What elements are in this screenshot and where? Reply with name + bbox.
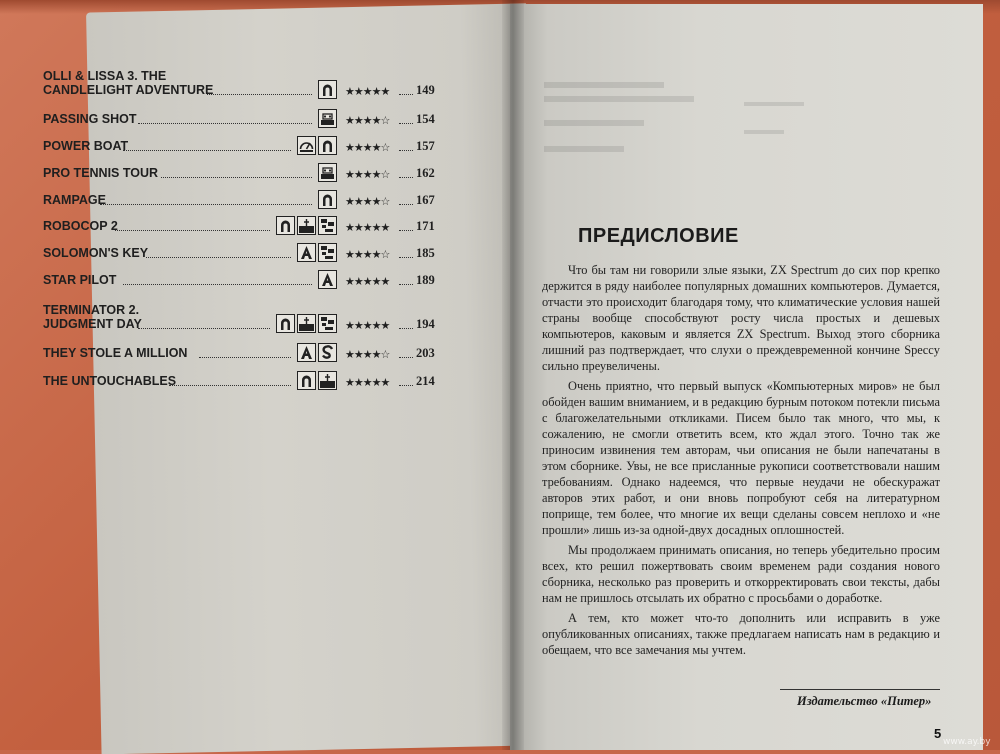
leader-dots bbox=[123, 150, 291, 151]
toc-title: STAR PILOT bbox=[43, 273, 117, 287]
signature-rule bbox=[780, 689, 940, 690]
preface-title: ПРЕДИСЛОВИЕ bbox=[578, 225, 739, 247]
leader-dots bbox=[399, 150, 413, 151]
arch-icon bbox=[318, 80, 337, 99]
leader-dots bbox=[399, 94, 413, 95]
toc-page-number: 189 bbox=[416, 273, 435, 287]
genre-icons bbox=[318, 163, 337, 182]
leader-dots bbox=[399, 385, 413, 386]
preface-paragraph: Очень приятно, что первый выпуск «Компьютерных миров» не был обойден вашим вниманием, и в редакцию бурным потоком потекли письма с благожелательными откликами. Писем было так много, что мы, к сожалению, не смогли ответить всем, кто ждал этого. Точно так же приносим извинения тем авторам, чьи описания не были напечатаны в этом сборнике. Увы, не все присланные рукописи соответствовали нашим требованиям. Однако надеемся, что первые неудачи не обескуражат авторов этих работ, и они вновь попробуют себя на литературном поприще, тем более, что многие их вещи сделаны совсем неплохо и «не прошли» лишь из-за одной-двух досадных оплошностей. bbox=[542, 379, 940, 537]
toc-title: THE UNTOUCHABLES bbox=[43, 374, 177, 388]
arch-icon bbox=[318, 190, 337, 209]
leader-dots bbox=[399, 357, 413, 358]
puzzle-icon bbox=[318, 314, 337, 333]
toc-title: RAMPAGE bbox=[43, 193, 106, 207]
toc-row bbox=[43, 263, 443, 290]
letter-a-icon bbox=[297, 343, 316, 362]
toc-row bbox=[43, 100, 443, 129]
arch-icon bbox=[318, 136, 337, 155]
letter-a-icon bbox=[297, 243, 316, 262]
toc-page-number: 154 bbox=[416, 112, 435, 126]
toc-page-number: 167 bbox=[416, 193, 435, 207]
toc-page-number: 214 bbox=[416, 374, 435, 388]
rating-stars: ★★★★★ bbox=[345, 319, 390, 332]
page-number: 5 bbox=[934, 726, 942, 741]
toc-title-line: TERMINATOR 2. bbox=[43, 303, 140, 317]
genre-icons bbox=[276, 216, 337, 235]
genre-icons bbox=[318, 190, 337, 209]
toc-row bbox=[43, 236, 443, 263]
landscape-icon bbox=[318, 371, 337, 390]
rating-stars: ★★★★☆ bbox=[345, 141, 390, 154]
rating-stars: ★★★★★ bbox=[345, 376, 390, 389]
toc-title: PRO TENNIS TOUR bbox=[43, 166, 159, 180]
show-through-text bbox=[544, 72, 924, 162]
letter-s-icon bbox=[318, 343, 337, 362]
toc-title-line: CANDLELIGHT ADVENTURE bbox=[43, 83, 214, 97]
preface-paragraph: А тем, кто может что-то дополнить или исправить в уже опубликованных описаниях, также предлагаем написать нам в редакцию и обещаем, что все замечания мы учтем. bbox=[542, 611, 940, 657]
genre-icons bbox=[297, 371, 337, 390]
leader-dots bbox=[161, 177, 312, 178]
toc-title-line: JUDGMENT DAY bbox=[43, 317, 142, 331]
leader-dots bbox=[399, 284, 413, 285]
toc-title: THEY STOLE A MILLION bbox=[43, 346, 188, 360]
genre-icons bbox=[297, 343, 337, 362]
toc-page-number: 149 bbox=[416, 83, 435, 97]
leader-dots bbox=[399, 123, 413, 124]
watermark: www.ay.by bbox=[943, 737, 991, 747]
toc-title-line: OLLI & LISSA 3. THE bbox=[43, 69, 167, 83]
genre-icons bbox=[297, 136, 337, 155]
rating-stars: ★★★★★ bbox=[345, 275, 390, 288]
letter-a-icon bbox=[318, 270, 337, 289]
toc-page-number: 203 bbox=[416, 346, 435, 360]
toc-title bbox=[43, 303, 142, 331]
leader-dots bbox=[399, 257, 413, 258]
landscape-icon bbox=[297, 314, 316, 333]
leader-dots bbox=[115, 230, 270, 231]
tennis-icon bbox=[318, 109, 337, 128]
puzzle-icon bbox=[318, 216, 337, 235]
toc-row bbox=[43, 156, 443, 183]
book-gutter bbox=[502, 0, 524, 750]
toc-title: PASSING SHOT bbox=[43, 112, 137, 126]
gauge-icon bbox=[297, 136, 316, 155]
leader-dots bbox=[123, 284, 312, 285]
toc-row bbox=[43, 129, 443, 156]
toc-row bbox=[43, 58, 443, 100]
rating-stars: ★★★★☆ bbox=[345, 348, 390, 361]
toc-row bbox=[43, 290, 443, 334]
publisher-signature: Издательство «Питер» bbox=[797, 694, 932, 708]
tennis-icon bbox=[318, 163, 337, 182]
toc-page-number: 157 bbox=[416, 139, 435, 153]
toc-page-number: 194 bbox=[416, 317, 435, 331]
leader-dots bbox=[399, 328, 413, 329]
toc-title bbox=[43, 69, 213, 97]
leader-dots bbox=[207, 94, 312, 95]
arch-icon bbox=[297, 371, 316, 390]
toc-row bbox=[43, 334, 443, 363]
rating-stars: ★★★★★ bbox=[345, 221, 390, 234]
genre-icons bbox=[318, 109, 337, 128]
arch-icon bbox=[276, 314, 295, 333]
toc-page-number: 171 bbox=[416, 219, 435, 233]
leader-dots bbox=[399, 204, 413, 205]
rating-stars: ★★★★☆ bbox=[345, 195, 390, 208]
rating-stars: ★★★★★ bbox=[345, 85, 390, 98]
leader-dots bbox=[199, 357, 291, 358]
preface-paragraph: Мы продолжаем принимать описания, но теперь убедительно просим всех, кто решил пожертвовать своим временем ради создания нового сборника, несколько раз проверить и откорректировать свои тексты, дабы нам не пришлось отсылать их обратно с просьбами о доработке. bbox=[542, 543, 940, 605]
genre-icons bbox=[297, 243, 337, 262]
genre-icons bbox=[276, 314, 337, 333]
toc-row bbox=[43, 363, 443, 391]
genre-icons bbox=[318, 270, 337, 289]
toc-row bbox=[43, 210, 443, 236]
puzzle-icon bbox=[318, 243, 337, 262]
leader-dots bbox=[169, 385, 291, 386]
leader-dots bbox=[399, 177, 413, 178]
landscape-icon bbox=[297, 216, 316, 235]
rating-stars: ★★★★☆ bbox=[345, 248, 390, 261]
preface-body bbox=[542, 262, 940, 662]
toc-title: ROBOCOP 2 bbox=[43, 219, 118, 233]
leader-dots bbox=[138, 328, 270, 329]
toc-title: POWER BOAT bbox=[43, 139, 129, 153]
toc-page-number: 162 bbox=[416, 166, 435, 180]
leader-dots bbox=[138, 123, 312, 124]
leader-dots bbox=[399, 230, 413, 231]
toc-row bbox=[43, 183, 443, 210]
leader-dots bbox=[146, 257, 291, 258]
leader-dots bbox=[100, 204, 312, 205]
preface-paragraph: Что бы там ни говорили злые языки, ZX Spectrum до сих пор крепко держится в ряду наиболее популярных домашних компьютеров. Думается, отчасти это происходит благодаря тому, что климатические условия нашей страны вообще способствуют росту числа простых и дешевых компьютеров, каковым и является ZX Spectrum. Выход этого сборника лишний раз подтверждает, что слухи о преждевременной кончине Speccy сильно преувеличены. bbox=[542, 263, 940, 373]
arch-icon bbox=[276, 216, 295, 235]
rating-stars: ★★★★☆ bbox=[345, 168, 390, 181]
rating-stars: ★★★★☆ bbox=[345, 114, 390, 127]
contents-list bbox=[43, 58, 443, 391]
toc-page-number: 185 bbox=[416, 246, 435, 260]
toc-title: SOLOMON'S KEY bbox=[43, 246, 149, 260]
genre-icons bbox=[318, 80, 337, 99]
